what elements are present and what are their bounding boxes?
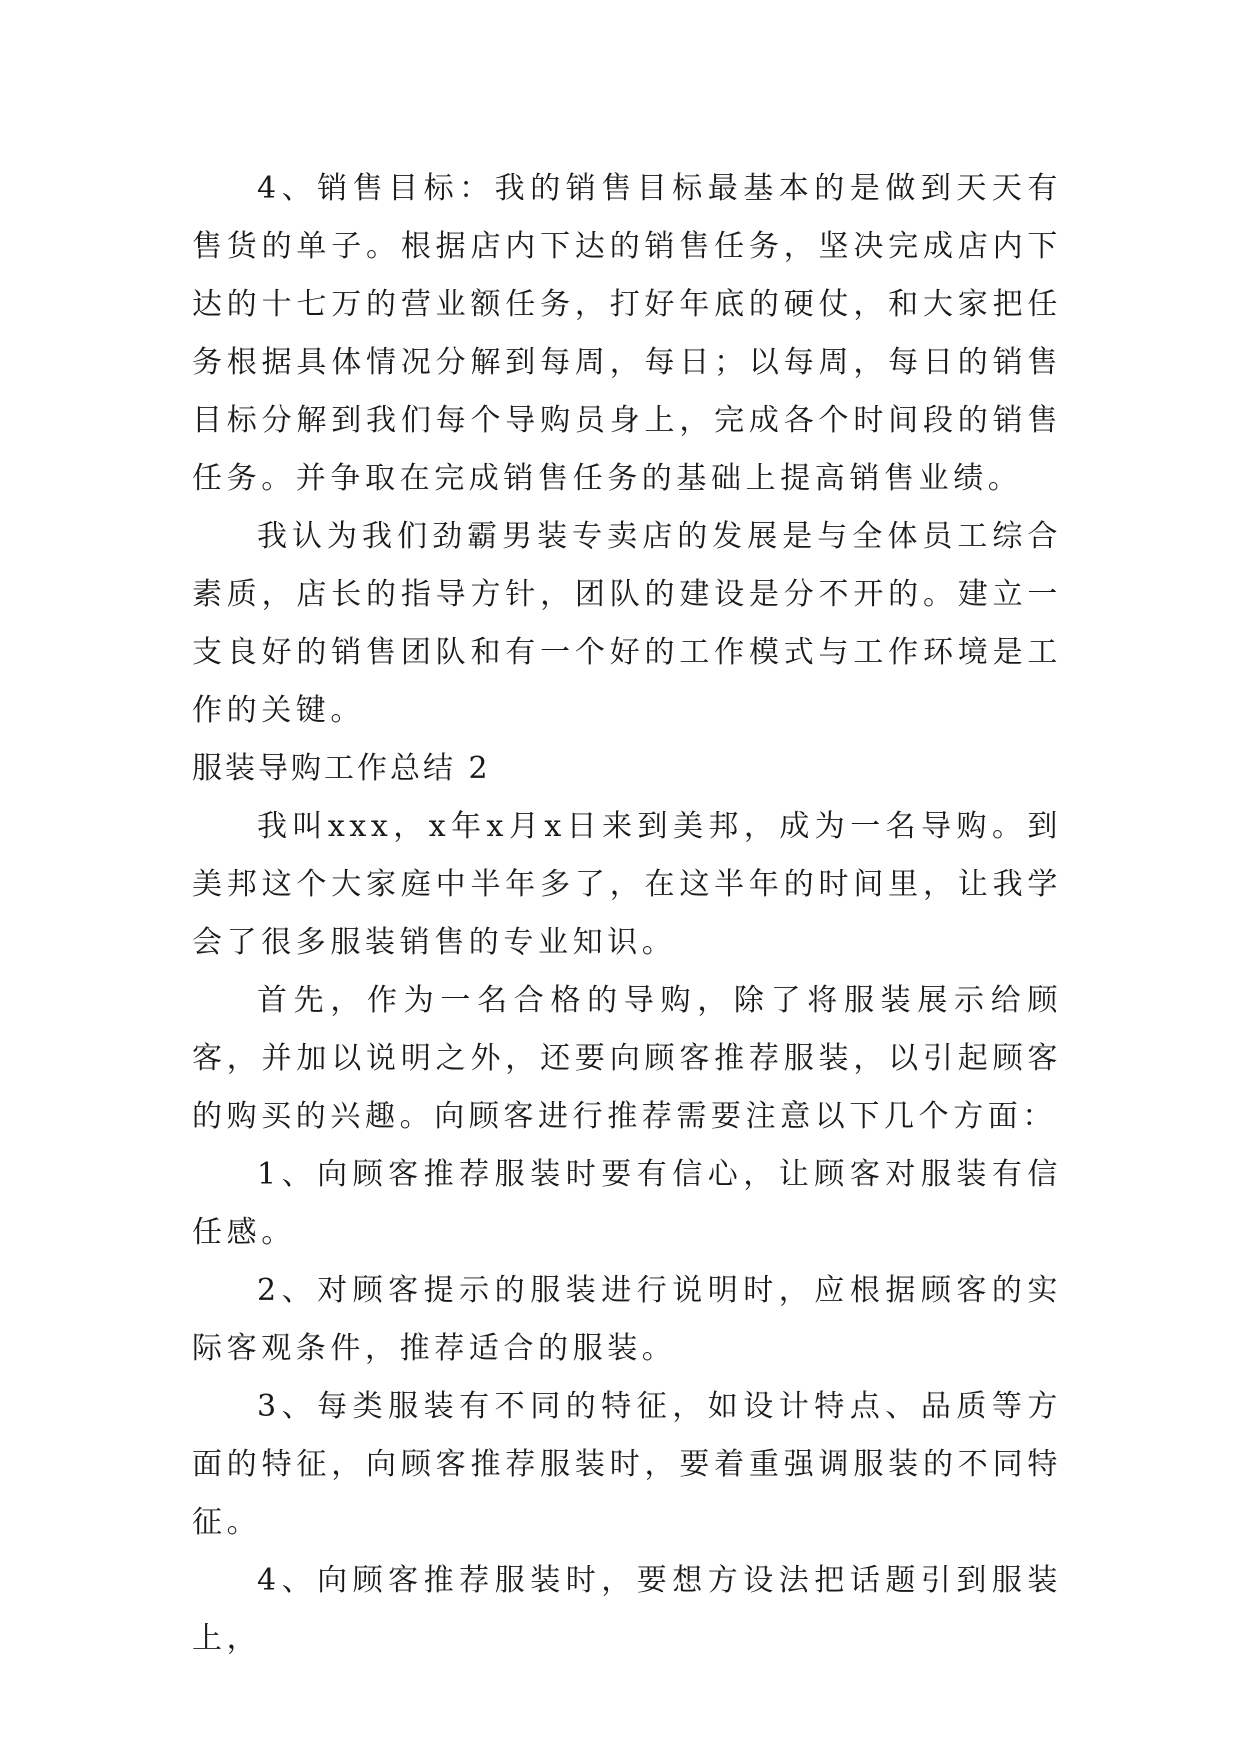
list-item-4: 4、向顾客推荐服装时，要想方设法把话题引到服装上， <box>192 1563 1062 1656</box>
list-item-3: 3、每类服装有不同的特征，如设计特点、品质等方面的特征，向顾客推荐服装时，要着重强调服装的不同特征。 <box>192 1389 1062 1540</box>
paragraph-recommendation-intro: 首先，作为一名合格的导购，除了将服装展示给顾客，并加以说明之外，还要向顾客推荐服装，以引起顾客的购买的兴趣。向顾客进行推荐需要注意以下几个方面： <box>192 983 1062 1134</box>
section-heading: 服装导购工作总结 2 <box>192 751 491 786</box>
paragraph-team-building: 我认为我们劲霸男装专卖店的发展是与全体员工综合素质，店长的指导方针，团队的建设是分不开的。建立一支良好的销售团队和有一个好的工作模式与工作环境是工作的关键。 <box>192 519 1062 728</box>
paragraph-sales-target: 4、销售目标：我的销售目标最基本的是做到天天有售货的单子。根据店内下达的销售任务，坚决完成店内下达的十七万的营业额任务，打好年底的硬仗，和大家把任务根据具体情况分解到每周，每日；以每周，每日的销售目标分解到我们每个导购员身上，完成各个时间段的销售任务。并争取在完成销售任务的基础上提高销售业绩。 <box>192 171 1062 496</box>
list-item-2: 2、对顾客提示的服装进行说明时，应根据顾客的实际客观条件，推荐适合的服装。 <box>192 1273 1062 1366</box>
document-page <box>192 160 1062 1668</box>
list-item-1: 1、向顾客推荐服装时要有信心，让顾客对服装有信任感。 <box>192 1157 1062 1250</box>
paragraph-introduction: 我叫xxx，x年x月x日来到美邦，成为一名导购。到美邦这个大家庭中半年多了，在这半年的时间里，让我学会了很多服装销售的专业知识。 <box>192 809 1062 960</box>
